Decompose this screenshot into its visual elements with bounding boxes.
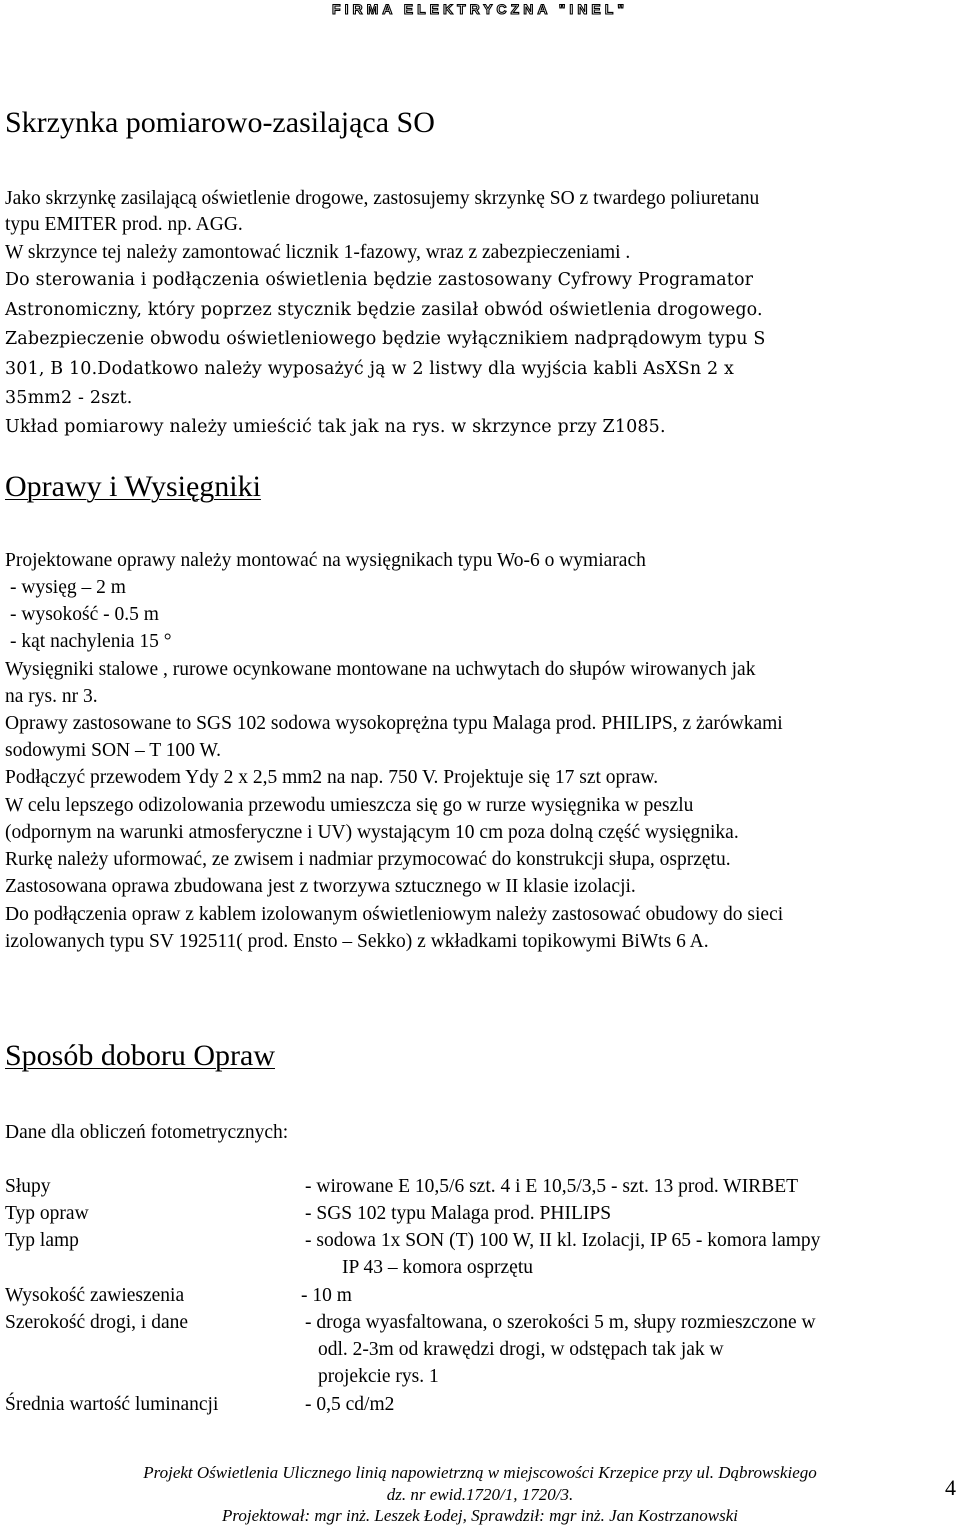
footer-authors-line: Projektował: mgr inż. Leszek Łodej, Sprawdził: mgr inż. Jan Kostrzanowski xyxy=(222,1506,738,1525)
section-title-sposob-doboru: Sposób doboru Opraw xyxy=(5,1039,275,1072)
page-number: 4 xyxy=(945,1475,956,1500)
paragraph-line: Wysięgniki stalowe , rurowe ocynkowane montowane na uchwytach do słupów wirowanych jak xyxy=(5,659,756,680)
data-row-label: Słupy xyxy=(5,1176,51,1197)
data-row-label: Typ lamp xyxy=(5,1230,79,1251)
section-title-oprawy: Oprawy i Wysięgniki xyxy=(5,470,261,503)
data-row-label: Szerokość drogi, i dane xyxy=(5,1312,189,1333)
data-row-value: - 10 m xyxy=(301,1285,352,1306)
section-title-skrzynka: Skrzynka pomiarowo-zasilająca SO xyxy=(5,106,435,139)
paragraph-line: Projektowane oprawy należy montować na wysięgnikach typu Wo-6 o wymiarach xyxy=(5,550,646,571)
data-row-value: odl. 2-3m od krawędzi drogi, w odstępach tak jak w xyxy=(318,1339,724,1360)
paragraph-line: W celu lepszego odizolowania przewodu umieszcza się go w rurze wysięgnika w peszlu xyxy=(5,795,694,816)
footer-project-line: Projekt Oświetlenia Ulicznego linią napowietrzną w miejscowości Krzepice przy ul. Dąbrowskiego xyxy=(143,1463,817,1482)
data-row-value: IP 43 – komora osprzętu xyxy=(342,1257,533,1278)
paragraph-line: na rys. nr 3. xyxy=(5,686,98,707)
data-row-label: Średnia wartość luminancji xyxy=(5,1394,219,1415)
paragraph-line: Układ pomiarowy należy umieścić tak jak na rys. w skrzynce przy Z1085. xyxy=(5,417,666,437)
paragraph-line: Rurkę należy uformować, ze zwisem i nadmiar przymocować do konstrukcji słupa, osprzętu. xyxy=(5,849,731,870)
company-header: FIRMA ELEKTRYCZNA "INEL" xyxy=(332,1,628,17)
list-item: - wysokość - 0.5 m xyxy=(10,604,159,625)
paragraph-line: Podłączyć przewodem Ydy 2 x 2,5 mm2 na nap. 750 V. Projektuje się 17 szt opraw. xyxy=(5,767,659,788)
data-row-value: - SGS 102 typu Malaga prod. PHILIPS xyxy=(305,1203,612,1224)
paragraph-line: (odpornym na warunki atmosferyczne i UV) wystającym 10 cm poza dolną część wysięgnika. xyxy=(5,822,739,843)
paragraph-line: W skrzynce tej należy zamontować licznik 1-fazowy, wraz z zabezpieczeniami . xyxy=(5,242,631,263)
paragraph-line: Zastosowana oprawa zbudowana jest z tworzywa sztucznego w II klasie izolacji. xyxy=(5,876,636,897)
paragraph-line: Zabezpieczenie obwodu oświetleniowego będzie wyłącznikiem nadprądowym typu S xyxy=(5,329,766,349)
data-row-label: Wysokość zawieszenia xyxy=(5,1285,185,1306)
paragraph-line: Do podłączenia opraw z kablem izolowanym oświetleniowym należy zastosować obudowy do sieci xyxy=(5,904,784,925)
list-item: - wysięg – 2 m xyxy=(10,577,126,598)
data-row-value: - sodowa 1x SON (T) 100 W, II kl. Izolacji, IP 65 - komora lampy xyxy=(305,1230,821,1251)
paragraph-line: izolowanych typu SV 192511( prod. Ensto – Sekko) z wkładkami topikowymi BiWts 6 A. xyxy=(5,931,709,952)
data-row-value: - wirowane E 10,5/6 szt. 4 i E 10,5/3,5 - szt. 13 prod. WIRBET xyxy=(305,1176,799,1197)
data-row-value: - droga wyasfaltowana, o szerokości 5 m, słupy rozmieszczone w xyxy=(305,1312,816,1333)
subsection-title: Dane dla obliczeń fotometrycznych: xyxy=(5,1122,289,1143)
data-row-label: Typ opraw xyxy=(5,1203,89,1224)
paragraph-line: sodowymi SON – T 100 W. xyxy=(5,740,221,761)
paragraph-line: Jako skrzynkę zasilającą oświetlenie drogowe, zastosujemy skrzynkę SO z twardego poliuretanu xyxy=(5,188,760,209)
paragraph-line: Do sterowania i podłączenia oświetlenia będzie zastosowany Cyfrowy Programator xyxy=(5,270,754,290)
paragraph-line: 301, B 10.Dodatkowo należy wyposażyć ją w 2 listwy dla wyjścia kabli AsXSn 2 x xyxy=(5,359,734,379)
paragraph-line: 35mm2 - 2szt. xyxy=(5,388,133,408)
data-row-value: projekcie rys. 1 xyxy=(318,1366,439,1387)
paragraph-line: typu EMITER prod. np. AGG. xyxy=(5,214,243,235)
list-item: - kąt nachylenia 15 ° xyxy=(10,631,172,652)
paragraph-line: Oprawy zastosowane to SGS 102 sodowa wysokoprężna typu Malaga prod. PHILIPS, z żarówkami xyxy=(5,713,783,734)
footer-plot-line: dz. nr ewid.1720/1, 1720/3. xyxy=(386,1485,574,1504)
data-row-value: - 0,5 cd/m2 xyxy=(305,1394,395,1415)
paragraph-line: Astronomiczny, który poprzez stycznik będzie zasilał obwód oświetlenia drogowego. xyxy=(5,300,763,320)
